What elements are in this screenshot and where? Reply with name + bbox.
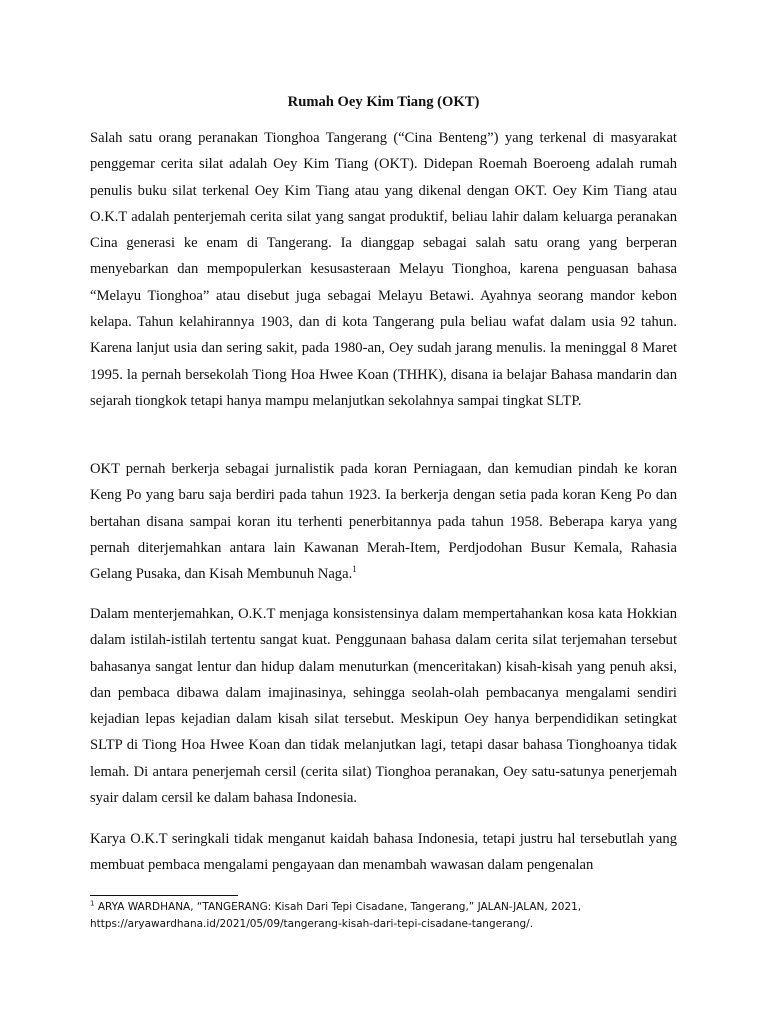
paragraph-3: Dalam menterjemahkan, O.K.T menjaga konsistensinya dalam mempertahankan kosa kata Hokkian dalam istilah-istilah tertentu sangat kuat. Penggunaan bahasa dalam cerita silat terjemahan tersebut bahasanya sangat lentur dan hidup dalam menuturkan (menceritakan) kisah-kisah yang penuh aksi, dan pembaca dibawa dalam imajinasinya, sehingga seolah-olah pembacanya mengalami sendiri kejadian lepas kejadian dalam kisah silat tersebut. Meskipun Oey hanya berpendidikan setingkat SLTP di Tiong Hoa Hwee Koan dan tidak melanjutkan lagi, tetapi dasar bahasa Tionghoanya tidak lemah. Di antara penerjemah cersil (cerita silat) Tionghoa peranakan, Oey satu-satunya penerjemah syair dalam cersil ke dalam bahasa Indonesia. [90, 606, 677, 807]
paragraph-2-text: OKT pernah berkerja sebagai jurnalistik pada koran Perniagaan, dan kemudian pindah ke koran Keng Po yang baru saja berdiri pada tahun 1923. Ia berkerja dengan setia pada koran Keng Po dan bertahan disana sampai koran itu terhenti penerbitannya pada tahun 1958. Beberapa karya yang pernah diterjemahkan antara lain Kawanan Merah-Item, Perdjodohan Busur Kemala, Rahasia Gelang Pusaka, dan Kisah Membunuh Naga. [90, 461, 677, 583]
footnote-text: ARYA WARDHANA, “TANGERANG: Kisah Dari Tepi Cisadane, Tangerang,” JALAN-JALAN, 2021, https://aryawardhana.id/2021/05/09/tangerang-kisah-dari-tepi-cisadane-tangerang/. [90, 901, 582, 930]
paragraph-2 [90, 456, 677, 587]
footnote-reference[interactable]: 1 [352, 564, 357, 575]
footnote [90, 899, 677, 933]
paragraph-1: Salah satu orang peranakan Tionghoa Tangerang (“Cina Benteng”) yang terkenal di masyarakat penggemar cerita silat adalah Oey Kim Tiang (OKT). Didepan Roemah Boeroeng adalah rumah penulis buku silat terkenal Oey Kim Tiang atau yang dikenal dengan OKT. Oey Kim Tiang atau O.K.T adalah penterjemah cerita silat yang sangat produktif, beliau lahir dalam keluarga peranakan Cina generasi ke enam di Tangerang. Ia dianggap sebagai salah satu orang yang berperan menyebarkan dan mempopulerkan kesusasteraan Melayu Tionghoa, karena penguasan bahasa “Melayu Tionghoa” atau disebut juga sebagai Melayu Betawi. Ayahnya seorang mandor kebon kelapa. Tahun kelahirannya 1903, dan di kota Tangerang pula beliau wafat dalam usia 92 tahun. Karena lanjut usia dan sering sakit, pada 1980-an, Oey sudah jarang menulis. la meninggal 8 Maret 1995. la pernah bersekolah Tiong Hoa Hwee Koan (THHK), disana ia belajar Bahasa mandarin dan sejarah tiongkok tetapi hanya mampu melanjutkan sekolahnya sampai tingkat SLTP. [90, 130, 677, 409]
document-title: Rumah Oey Kim Tiang (OKT) [287, 94, 480, 110]
paragraph-4: Karya O.K.T seringkali tidak menganut kaidah bahasa Indonesia, tetapi justru hal tersebutlah yang membuat pembaca mengalami pengayaan dan menambah wawasan dalam pengenalan [90, 831, 677, 874]
footnote-number: 1 [90, 899, 95, 908]
footnote-separator [90, 895, 238, 896]
